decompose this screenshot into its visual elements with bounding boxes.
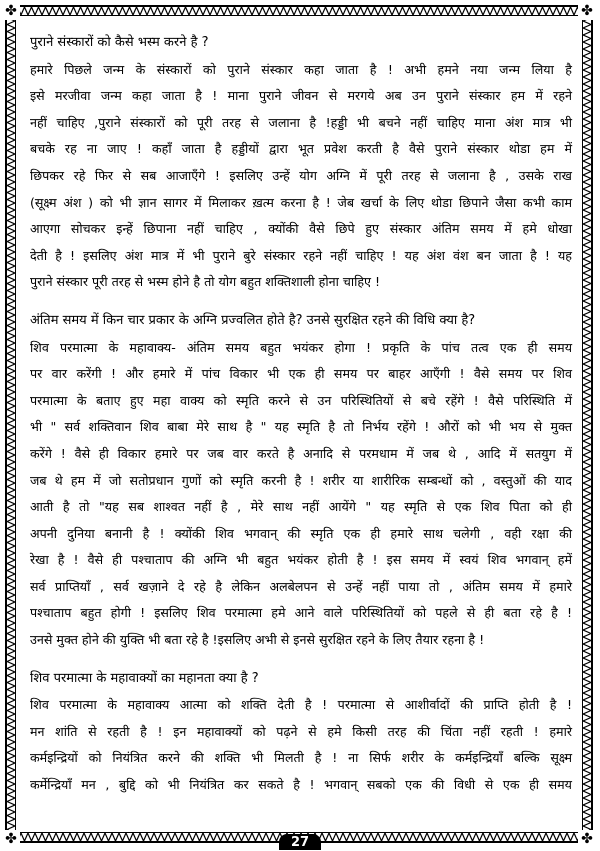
- section-question: अंतिम समय में किन चार प्रकार के अग्नि प्रज्वलित होते है? उनसे सुरक्षित रहने की विधि क्या है?: [30, 312, 476, 328]
- corner-ornament-icon: ✤: [578, 2, 596, 20]
- paragraph-line: आएगा सोचकर इन्हें छिपाना नहीं चाहिए , क्योंकी वैसे छिपे हुए संस्कार अंतिम समय में हमे धोखा: [30, 221, 572, 237]
- paragraph-line: अपनी दुनिया बनानी है ! क्योंकी शिव भगवान् की स्मृति एक ही हमारे साथ चलेगी , वही रक्षा की: [30, 525, 572, 541]
- paragraph-line: (सूक्ष्म अंश ) को भी ज्ञान सागर में मिलाकर ख़त्म करना है ! जेब खर्चा के लिए थोडा छिपाने जैसा कभी काम: [30, 194, 572, 210]
- paragraph-line: मन शांति से रहती है ! इन महावाक्यों को पढ़ने से हमे किसी तरह की चिंता नहीं रहती ! हमारे: [30, 723, 572, 739]
- section-question: शिव परमात्मा के महावाक्यों का महानता क्या है ?: [30, 670, 259, 686]
- paragraph-line: हमारे पिछले जन्म के संस्कारों को पुराने संस्कार कहा जाता है ! अभी हमने नया जन्म लिया है: [30, 61, 572, 77]
- corner-ornament-icon: ✤: [2, 2, 20, 20]
- paragraph-line: इसे मरजीवा जन्म कहा जाता है ! माना पुराने जीवन से मरगये अब उन पुराने संस्कार हम में रहने: [30, 88, 572, 104]
- paragraph-line: नहीं चाहिए ,पुराने संस्कारों को पूरी तरह से जलाना है !हड्डी भी बचने नहीं चाहिए माना अंश मात्र भी: [30, 114, 572, 130]
- paragraph-line: करेंगे ! वैसे ही विकार हमारे पर जब वार करते है अनादि से परमधाम में जब थे , आदि में सतयुग में: [30, 445, 572, 461]
- paragraph-line: शिव परमात्मा के महावाक्य- अंतिम समय बहुत भयंकर होगा ! प्रकृति के पांच तत्व एक ही समय: [30, 339, 572, 355]
- paragraph-line: पश्चाताप बहुत होगी ! इसलिए शिव परमात्मा हमे आने वाले परिस्थितियों को पहले से ही बता रहे है !: [30, 605, 572, 621]
- paragraph-line: बचके रह ना जाए ! कहाँ जाता है हड्डीयों द्वारा भूत प्रवेश करती है वैसे पुराने संस्कार थोडा हम में: [30, 141, 572, 157]
- border-pattern-top: [7, 7, 591, 15]
- paragraph-line: पुराने संस्कार पूरी तरह से भस्म होने है तो योग बहुत शक्तिशाली होना चाहिए !: [30, 274, 381, 290]
- section-3: [30, 666, 572, 799]
- paragraph-line: परमात्मा के बताए हुए महा वाक्य को स्मृति करने से उन परिस्थितियों से बचे रहेंगे ! वैसे परिस्थिति में: [30, 392, 572, 408]
- section-1: [30, 30, 572, 296]
- page-content: [30, 30, 572, 799]
- corner-ornament-icon: ✤: [2, 830, 20, 848]
- border-pattern-left: [7, 7, 15, 841]
- paragraph-line: शिव परमात्मा के महावाक्य आत्मा को शक्ति देती है ! परमात्मा से आशीर्वादों की प्राप्ति होती है !: [30, 697, 572, 713]
- paragraph-line: रेखा है ! वैसे ही पश्चाताप की अग्नि भी बहुत भयंकर होती है ! इस समय में स्वयं शिव भगवान् हमें: [30, 552, 572, 568]
- paragraph-line: कर्मइन्द्रियों को नियंत्रित करने की शक्ति भी मिलती है ! ना सिर्फ शरीर के कर्मइन्द्रियाँ बल्कि सूक्ष्म: [30, 750, 572, 766]
- paragraph-line: उनसे मुक्त होने की युक्ति भी बता रहे है !इसलिए अभी से इनसे सुरक्षित रहने के लिए तैयार रहना है !: [30, 632, 485, 648]
- border-pattern-right: [583, 7, 591, 841]
- paragraph-line: जब थे हम में जो सतोप्रधान गुणों को स्मृति करनी है ! शरीर या शारीरिक सम्बन्धों को , वस्तुओं की याद: [30, 472, 572, 488]
- paragraph-line: कर्मेन्द्रियाँ मन , बुद्दि को भी नियंत्रित कर सकते है ! भगवान् सबको एक की विधी से एक ही समय: [30, 777, 572, 793]
- section-2: [30, 308, 572, 654]
- paragraph-line: पर वार करेंगी ! और हमारे में पांच विकार भी एक ही समय पर बाहर आएँगी ! वैसे समय पर शिव: [30, 366, 572, 382]
- paragraph-line: छिपकर रहे फिर से सब आजाएँगे ! इसलिए उन्हें योग अग्नि में पूरी तरह से जलाना है , उसके राख: [30, 167, 572, 183]
- paragraph-line: देती है ! इसलिए अंश मात्र में भी पुराने बुरे संस्कार रहने नहीं चाहिए ! यह अंश वंश बन जाता है ! यह: [30, 247, 572, 263]
- paragraph-line: भी " सर्व शक्तिवान शिव बाबा मेरे साथ है " यह स्मृति है तो निर्भय रहेंगे ! औरों को भी भय से मुक्त: [30, 419, 572, 435]
- corner-ornament-icon: ✤: [578, 830, 596, 848]
- section-question: पुराने संस्कारों को कैसे भस्म करने है ?: [30, 35, 209, 50]
- page-number: 27: [279, 834, 321, 850]
- paragraph-line: आती है तो "यह सब शाश्वत नहीं है , मेरे साथ नहीं आयेंगे " यह स्मृति से एक शिव पिता को ही: [30, 499, 572, 515]
- paragraph-line: सर्व प्राप्तियाँ , सर्व खज़ाने दे रहे है लेकिन अलबेलपन से उन्हें नहीं पाया तो , अंतिम समय में हमारे: [30, 578, 572, 594]
